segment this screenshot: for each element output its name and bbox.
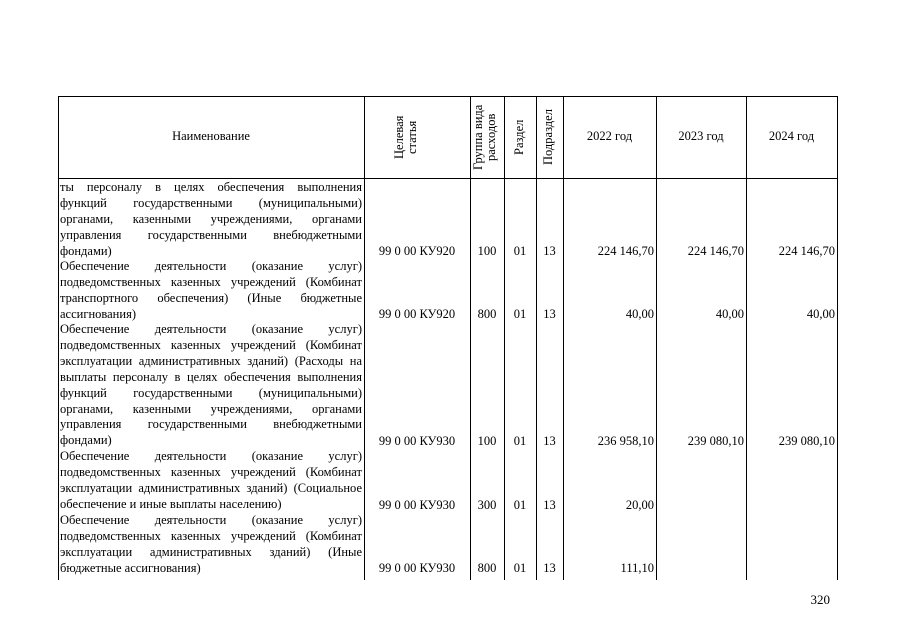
header-bottom-border — [58, 178, 838, 179]
row-2023: 40,00 — [715, 307, 744, 321]
row-subsection: 13 — [543, 244, 556, 258]
header-subsection: Подраздел — [541, 109, 555, 165]
page-number: 320 — [810, 592, 830, 607]
row-2022: 224 146,70 — [597, 244, 654, 258]
row-subsection: 13 — [543, 307, 556, 321]
row-2022: 20,00 — [625, 498, 654, 512]
header-2023: 2023 год — [678, 129, 724, 143]
row-group: 800 — [477, 307, 497, 321]
header-name: Наименование — [172, 129, 250, 143]
header-section: Раздел — [512, 119, 526, 155]
col-border-2023 — [746, 96, 747, 580]
row-2023: 224 146,70 — [687, 244, 744, 258]
row-name: Обеспечение деятельности (оказание услуг) подведомственных казенных учреждений (Комбинат эксплуатации административных зданий) (Иные бюджетные ассигнования) — [60, 513, 362, 575]
row-name: Обеспечение деятельности (оказание услуг) подведомственных казенных учреждений (Комбинат эксплуатации административных зданий) (Социальное обеспечение и иные выплаты населению) — [60, 449, 362, 511]
col-border-left — [58, 96, 59, 580]
table-top-border — [58, 96, 838, 97]
col-border-2022 — [656, 96, 657, 580]
row-target: 99 0 00 КУ920 — [378, 307, 456, 321]
row-2024: 40,00 — [806, 307, 835, 321]
row-2024: 224 146,70 — [778, 244, 835, 258]
row-group: 300 — [477, 498, 497, 512]
header-2024: 2024 год — [768, 129, 815, 143]
row-target: 99 0 00 КУ930 — [378, 434, 456, 448]
row-name: Обеспечение деятельности (оказание услуг) подведомственных казенных учреждений (Комбинат транспортного обеспечения) (Иные бюджетные ассигнования) — [60, 259, 362, 321]
row-group: 800 — [477, 561, 497, 575]
row-subsection: 13 — [543, 434, 556, 448]
row-target: 99 0 00 КУ920 — [378, 244, 456, 258]
row-subsection: 13 — [543, 498, 556, 512]
row-2022: 236 958,10 — [597, 434, 654, 448]
row-target: 99 0 00 КУ930 — [378, 498, 456, 512]
row-section: 01 — [513, 244, 527, 258]
row-section: 01 — [513, 561, 527, 575]
header-expense-group: Группа вида расходов — [471, 104, 498, 170]
row-name: ты персоналу в целях обеспечения выполнения функций государственными (муниципальными) органами, казенными учреждениями, органами управления государственными внебюджетными фондами) — [60, 180, 362, 258]
row-2024: 239 080,10 — [778, 434, 835, 448]
header-2022: 2022 год — [586, 129, 633, 143]
row-2022: 40,00 — [625, 307, 654, 321]
row-group: 100 — [477, 244, 497, 258]
row-section: 01 — [513, 434, 527, 448]
col-border-right — [837, 96, 838, 580]
row-section: 01 — [513, 307, 527, 321]
header-target: Целевая статья — [392, 115, 419, 159]
row-2022: 111,10 — [620, 561, 654, 575]
row-subsection: 13 — [543, 561, 556, 575]
row-target: 99 0 00 КУ930 — [378, 561, 456, 575]
row-2023: 239 080,10 — [687, 434, 744, 448]
row-section: 01 — [513, 498, 527, 512]
row-group: 100 — [477, 434, 497, 448]
row-name: Обеспечение деятельности (оказание услуг) подведомственных казенных учреждений (Комбинат эксплуатации административных зданий) (Расходы на выплаты персоналу в целях обеспечения выполнения функций государственными (муниципальными) органами, казенными учреждениями, органами управления государственными внебюджетными фондами) — [60, 322, 362, 448]
